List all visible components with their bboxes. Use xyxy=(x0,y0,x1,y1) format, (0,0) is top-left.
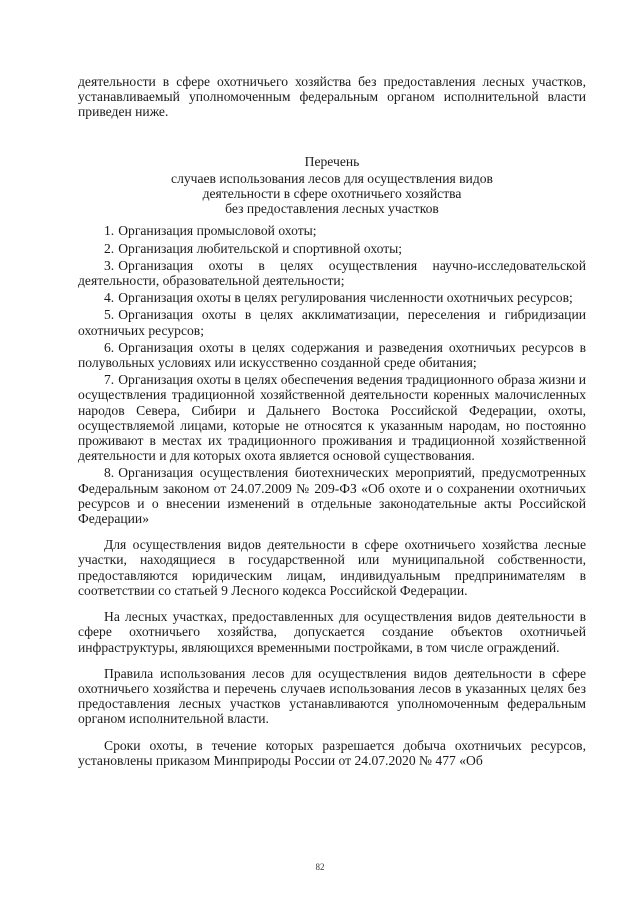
list-item-text: Организация осуществления биотехнических мероприятий, предусмотренных Федеральным законом от 24.07.2009 № 209-ФЗ «Об охоте и о сохранении охотничьих ресурсов и о внесении изменений в отдельные законодательные акты Российской Федерации» xyxy=(78,465,586,527)
list-item xyxy=(78,307,586,337)
document-page xyxy=(78,74,586,768)
intro-section xyxy=(78,74,586,120)
list-item-text: Организация промысловой охоты; xyxy=(118,223,317,239)
list-title-line-2: деятельности в сфере охотничьего хозяйства xyxy=(202,186,462,202)
list-item xyxy=(78,241,586,256)
body-paragraph: Правила использования лесов для осуществления видов деятельности в сфере охотничьего хозяйства и перечень случаев использования лесов в указанных целях без предоставления лесных участков устанавливаются уполномоченным федеральным органом исполнительной власти. xyxy=(78,665,586,727)
list-title-line-1: случаев использования лесов для осуществления видов xyxy=(171,170,493,186)
list-title-line-3: без предоставления лесных участков xyxy=(225,201,439,217)
list-item xyxy=(78,258,586,288)
list-item-text: Организация любительской и спортивной охоты; xyxy=(118,240,403,256)
cases-list xyxy=(78,223,586,526)
list-item xyxy=(78,290,586,305)
list-item-number: 2. xyxy=(104,240,115,256)
page-number: 82 xyxy=(315,862,325,872)
list-item-text: Организация охоты в целях регулирования численности охотничьих ресурсов; xyxy=(118,290,573,306)
list-item-text: Организация охоты в целях содержания и разведения охотничьих ресурсов в полувольных условиях или искусственно созданной среде обитания; xyxy=(78,339,586,371)
list-item xyxy=(78,340,586,370)
list-title-block xyxy=(78,154,586,217)
list-item xyxy=(78,372,586,463)
body-paragraph: Для осуществления видов деятельности в сфере охотничьего хозяйства лесные участки, находящиеся в государственной или муниципальной собственности, предоставляются юридическим лицам, индивидуальным предпринимателям в соответствии со статьей 9 Лесного кодекса Российской Федерации. xyxy=(78,537,586,598)
list-item-number: 3. xyxy=(104,257,115,273)
list-heading: Перечень xyxy=(304,153,360,169)
body-paragraph: На лесных участках, предоставленных для осуществления видов деятельности в сфере охотничьего хозяйства, допускается создание объектов охотничьей инфраструктуры, являющихся временными постройками, в том числе ограждений. xyxy=(78,609,586,655)
list-item-number: 6. xyxy=(104,339,115,355)
list-item-number: 4. xyxy=(104,290,115,306)
list-item-text: Организация охоты в целях обеспечения ведения традиционного образа жизни и осуществления традиционной хозяйственной деятельности коренных малочисленных народов Севера, Сибири и Дальнего Востока Российской Федерации, охоты, осуществляемой лицами, которые не относятся к указанным народам, но постоянно проживают в местах их традиционного проживания и традиционной хозяйственной деятельности и для которых охота является основой существования. xyxy=(78,372,586,464)
list-item-number: 5. xyxy=(104,307,115,323)
list-item-number: 7. xyxy=(104,372,115,388)
intro-paragraph: деятельности в сфере охотничьего хозяйства без предоставления лесных участков, устанавливаемый уполномоченным федеральным органом исполнительной власти приведен ниже. xyxy=(78,74,586,120)
body-paragraph: Сроки охоты, в течение которых разрешается добыча охотничьих ресурсов, установлены приказом Минприроды России от 24.07.2020 № 477 «Об xyxy=(78,737,586,768)
list-item xyxy=(78,223,586,238)
list-item-text: Организация охоты в целях осуществления научно-исследовательской деятельности, образовательной деятельности; xyxy=(78,257,586,289)
list-item-number: 1. xyxy=(104,223,115,239)
list-item-number: 8. xyxy=(104,465,115,481)
list-item xyxy=(78,465,586,526)
list-item-text: Организация охоты в целях акклиматизации, переселения и гибридизации охотничьих ресурсов; xyxy=(78,307,586,338)
